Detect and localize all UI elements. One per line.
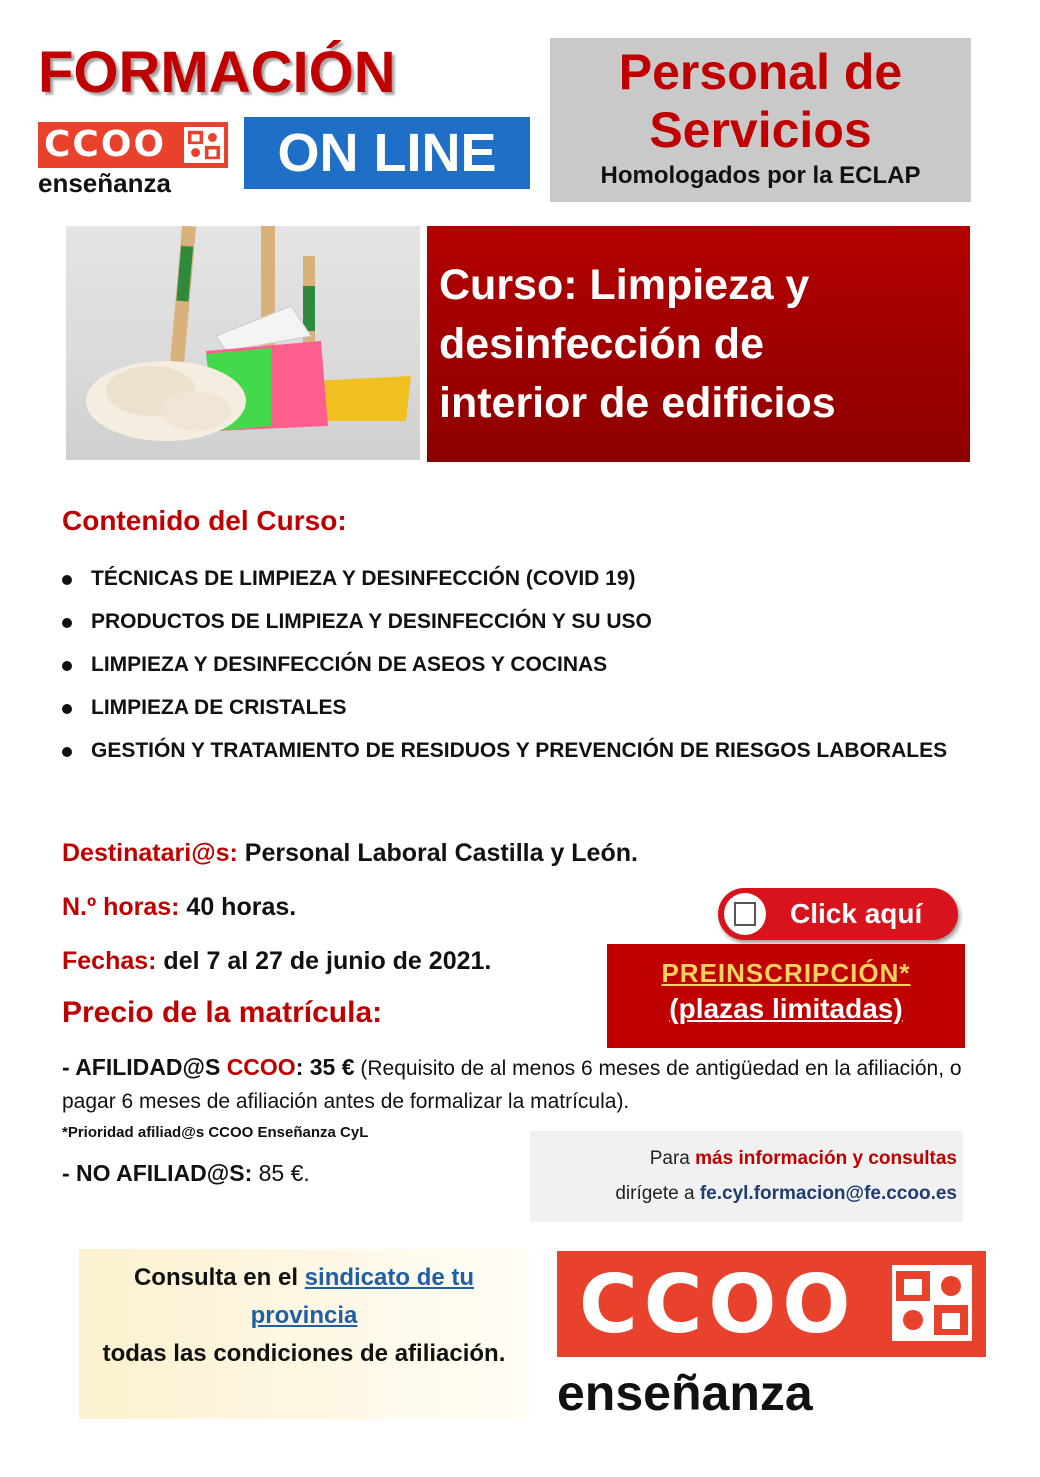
destinatarios-value: Personal Laboral Castilla y León. [237,839,638,867]
destinatarios-label: Destinatari@s: [62,839,238,867]
bullet-icon [62,661,72,671]
ensenanza-label-large: enseñanza [557,1365,813,1421]
list-item [62,734,982,768]
fechas-label: Fechas: [62,947,157,975]
cursor-icon [724,893,766,935]
mop-broom-illustration [66,226,420,460]
course-title-line2: desinfección de [439,320,764,368]
consulta-pre: Consulta en el [133,1264,305,1291]
afiliados-note: (Requisito de al menos 6 meses de antigüedad en la afiliación, o pagar 6 meses de afiliación antes de formalizar la matrícula). [62,1057,962,1113]
content-list [62,562,982,777]
list-item [62,562,982,596]
info-dirigete: dirígete a [615,1183,700,1204]
destinatarios-row [62,839,638,868]
info-para: Para [649,1148,696,1169]
preinscripcion-link[interactable] [607,944,965,1048]
bullet-icon [62,618,72,628]
no-afiliados-label: - NO AFILIAD@S: [62,1160,253,1186]
list-item-text: LIMPIEZA Y DESINFECCIÓN DE ASEOS Y COCINAS [91,653,608,676]
castilla-leon-crest-icon [184,127,224,163]
consulta-post: todas las condiciones de afiliación. [102,1340,506,1367]
bullet-icon [62,575,72,585]
list-item-text: GESTIÓN Y TRATAMIENTO DE RESIDUOS Y PREVENCIÓN DE RIESGOS LABORALES [91,739,948,762]
course-title-box [427,226,970,462]
afiliados-ccoo: CCOO [226,1054,296,1080]
precio-heading: Precio de la matrícula: [62,996,383,1029]
click-aqui-button[interactable] [718,888,958,940]
cleaning-tools-photo [66,226,420,460]
bullet-icon [62,747,72,757]
bullet-icon [62,704,72,714]
personal-title-line2: Servicios [649,102,872,158]
horas-row [62,893,296,922]
homologados-text: Homologados por la ECLAP [600,162,921,189]
list-item-text: TÉCNICAS DE LIMPIEZA Y DESINFECCIÓN (COVID 19) [91,567,636,590]
list-item [62,648,982,682]
sindicato-provincia-link[interactable]: sindicato de tu provincia [250,1264,475,1329]
ccoo-logo-large-letters: CCOO [579,1258,857,1351]
personal-title-line1: Personal de [618,44,903,100]
ensenanza-label-small: enseñanza [38,168,171,198]
ccoo-logo-letters: CCOO [44,124,167,165]
preinscripcion-label: PREINSCRIPCIÓN* [661,958,911,988]
personal-servicios-box [550,38,971,202]
list-item-text: LIMPIEZA DE CRISTALES [91,696,347,719]
list-item [62,691,982,725]
info-mas: más información y consultas [695,1148,957,1169]
horas-label: N.º horas: [62,893,180,921]
no-afiliados-value: 85 €. [252,1160,310,1186]
formacion-title: FORMACIÓN [38,40,396,105]
consulta-box [79,1249,529,1419]
course-title-line3: interior de edificios [439,379,836,427]
afiliados-price-value: 35 € [309,1054,355,1080]
afiliados-colon: : [295,1054,310,1080]
info-line2 [530,1176,957,1211]
prioridad-note: *Prioridad afiliad@s CCOO Enseñanza CyL [62,1124,369,1141]
online-badge: ON LINE [244,117,530,189]
ccoo-logo-large [557,1251,986,1357]
info-box [530,1131,963,1222]
no-afiliados-price [62,1160,310,1187]
click-aqui-label: Click aquí [790,898,923,929]
ccoo-logo-small [38,122,228,168]
fechas-value: del 7 al 27 de junio de 2021. [156,947,492,975]
list-item [62,605,982,639]
plazas-limitadas-label: (plazas limitadas) [669,993,903,1024]
list-item-text: PRODUCTOS DE LIMPIEZA Y DESINFECCIÓN Y SU USO [91,610,652,633]
afiliados-label: - AFILIDAD@S [62,1054,227,1080]
afiliados-price [62,1051,977,1118]
content-heading: Contenido del Curso: [62,505,347,536]
info-email-link[interactable]: fe.cyl.formacion@fe.ccoo.es [699,1183,957,1204]
info-line1 [530,1141,957,1176]
fechas-row [62,947,491,976]
castilla-leon-crest-large-icon [892,1265,972,1341]
course-title-line1: Curso: Limpieza y [439,261,810,309]
horas-value: 40 horas. [179,893,297,921]
